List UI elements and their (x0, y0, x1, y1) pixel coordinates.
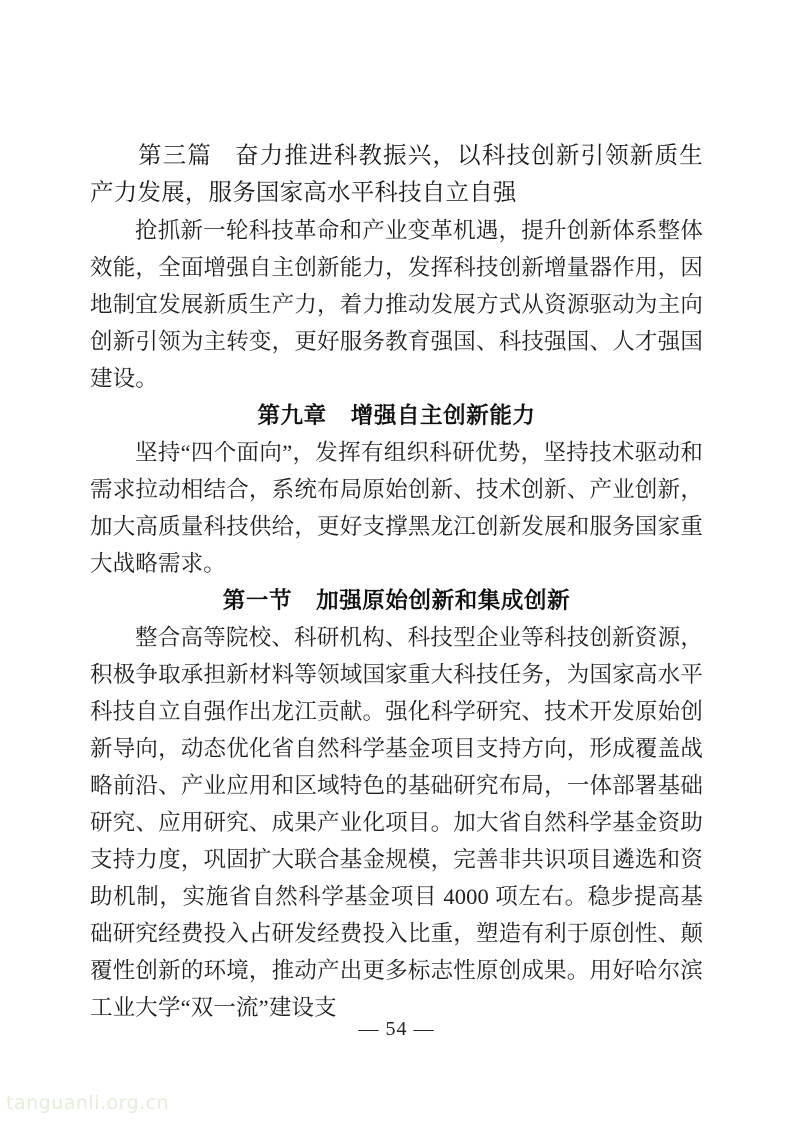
chapter-heading-label: 第九章 (257, 403, 327, 428)
site-watermark: tanguanli.org.cn (6, 1092, 170, 1114)
page-number-footer (0, 1018, 793, 1041)
page-number: 54 (385, 1018, 408, 1040)
section-heading (90, 582, 703, 619)
footer-rule-right: — (413, 1018, 435, 1040)
part-title (90, 137, 703, 211)
page-content (90, 137, 703, 1026)
footer-rule-left: — (358, 1018, 380, 1040)
chapter-paragraph: 坚持“四个面向”，发挥有组织科研优势，坚持技术驱动和需求拉动相结合，系统布局原始创新、技术创新、产业创新，加大高质量科技供给，更好支撑黑龙江创新发展和服务国家重大战略需求。 (90, 440, 703, 576)
chapter-heading-text: 增强自主创新能力 (350, 403, 536, 428)
part-title-label: 第三篇 (138, 142, 213, 168)
chapter-heading (90, 397, 703, 434)
part-title-text: 奋力推进科教振兴，以科技创新引领新质生产力发展，服务国家高水平科技自立自强 (90, 142, 703, 205)
intro-paragraph: 抢抓新一轮科技革命和产业变革机遇，提升创新体系整体效能，全面增强自主创新能力，发挥科技创新增量器作用，因地制宜发展新质生产力，着力推动发展方式从资源驱动为主向创新引领为主转变，更好服务教育强国、科技强国、人才强国建设。 (90, 218, 703, 391)
section-paragraph: 整合高等院校、科研机构、科技型企业等科技创新资源，积极争取承担新材料等领域国家重大科技任务，为国家高水平科技自立自强作出龙江贡献。强化科学研究、技术开发原始创新导向，动态优化省自然科学基金项目支持方向，形成覆盖战略前沿、产业应用和区域特色的基础研究布局，一体部署基础研究、应用研究、成果产业化项目。加大省自然科学基金资助支持力度，巩固扩大联合基金规模，完善非共识项目遴选和资助机制，实施省自然科学基金项目 4000 项左右。稳步提高基础研究经费投入占研发经费投入比重，塑造有利于原创性、颠覆性创新的环境，推动产出更多标志性原创成果。用好哈尔滨工业大学“双一流”建设支 (90, 625, 703, 1020)
section-heading-label: 第一节 (222, 588, 293, 613)
section-heading-text: 加强原始创新和集成创新 (316, 588, 571, 613)
